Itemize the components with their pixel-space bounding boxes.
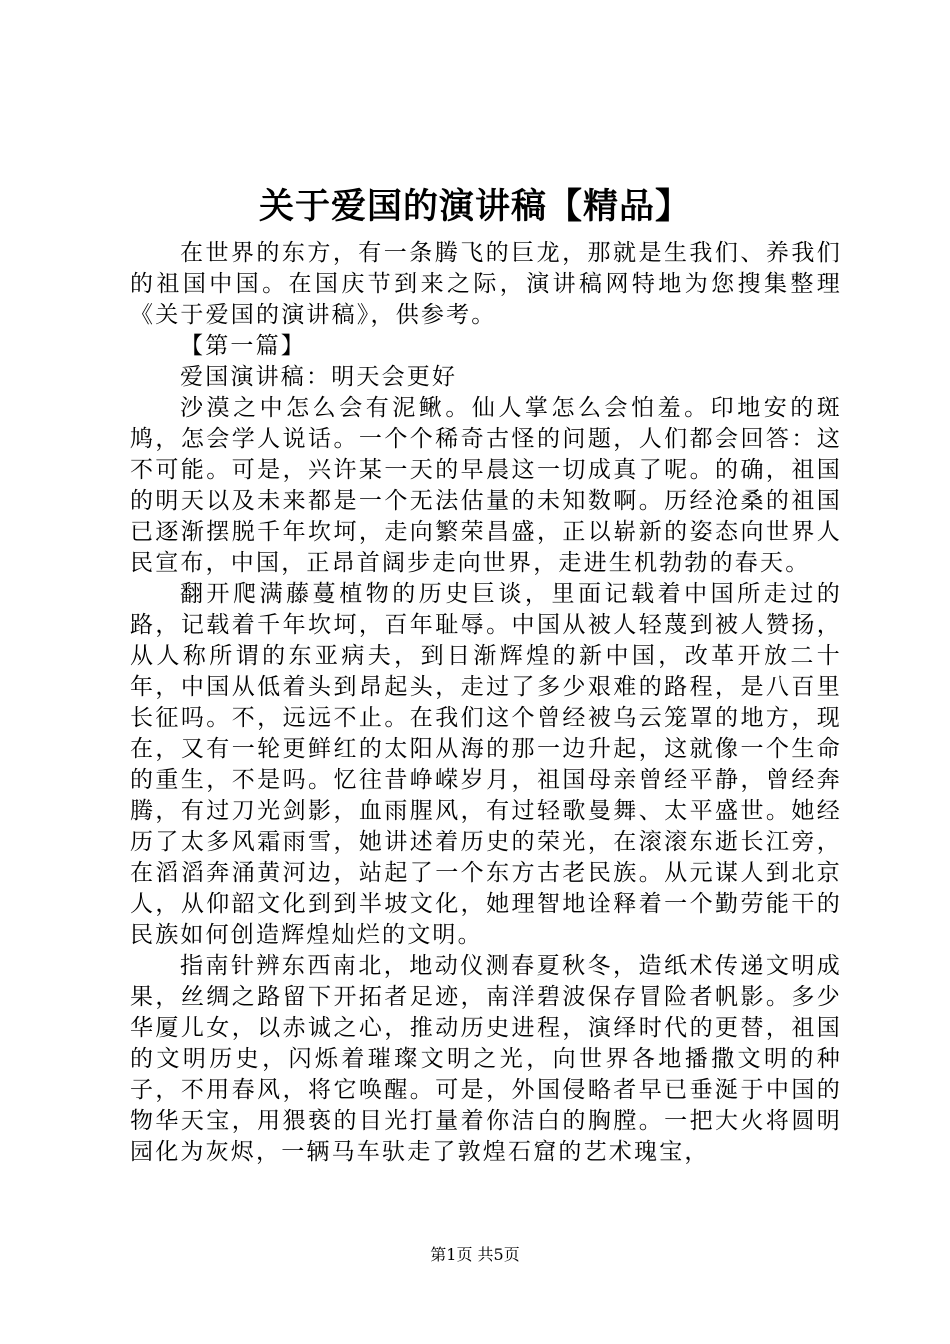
- page-number: 第1页 共5页: [430, 1245, 520, 1264]
- speech-subtitle: 爱国演讲稿：明天会更好: [180, 364, 458, 390]
- page-footer: [0, 1244, 950, 1266]
- document-body: [130, 238, 842, 1168]
- body-paragraph: 指南针辨东西南北，地动仪测春夏秋冬，造纸术传递文明成果，丝绸之路留下开拓者足迹，南洋碧波保存冒险者帆影。多少华厦儿女，以赤诚之心，推动历史进程，演绎时代的更替，祖国的文明历史，闪烁着璀璨文明之光，向世界各地播撒文明的种子，不用春风，将它唤醒。可是，外国侵略者早已垂涎于中国的物华天宝，用猥亵的目光打量着你洁白的胸膛。一把大火将圆明园化为灰烬，一辆马车驮走了敦煌石窟的艺术瑰宝，: [130, 953, 842, 1165]
- body-paragraph: 翻开爬满藤蔓植物的历史巨谈，里面记载着中国所走过的路，记载着千年坎坷，百年耻辱。中国从被人轻蔑到被人赞扬，从人称所谓的东亚病夫，到日渐辉煌的新中国，改革开放二十年，中国从低着头到昂起头，走过了多少艰难的路程，是八百里长征吗。不，远远不止。在我们这个曾经被乌云笼罩的地方，现在，又有一轮更鲜红的太阳从海的那一边升起，这就像一个生命的重生，不是吗。忆往昔峥嵘岁月，祖国母亲曾经平静，曾经奔腾，有过刀光剑影，血雨腥风，有过轻歌曼舞、太平盛世。她经历了太多风霜雨雪，她讲述着历史的荣光，在滚滚东逝长江旁，在滔滔奔涌黄河边，站起了一个东方古老民族。从元谋人到北京人，从仰韶文化到到半坡文化，她理智地诠释着一个勤劳能干的民族如何创造辉煌灿烂的文明。: [130, 581, 842, 948]
- section-heading: 【第一篇】: [180, 333, 306, 359]
- body-paragraph: 沙漠之中怎么会有泥鳅。仙人掌怎么会怕羞。印地安的斑鸠，怎会学人说话。一个个稀奇古怪的问题，人们都会回答：这不可能。可是，兴许某一天的早晨这一切成真了呢。的确，祖国的明天以及未来都是一个无法估量的未知数啊。历经沧桑的祖国已逐渐摆脱千年坎坷，走向繁荣昌盛，正以崭新的姿态向世界人民宣布，中国，正昂首阔步走向世界，走进生机勃勃的春天。: [130, 395, 842, 576]
- intro-paragraph: 在世界的东方，有一条腾飞的巨龙，那就是生我们、养我们的祖国中国。在国庆节到来之际，演讲稿网特地为您搜集整理《关于爱国的演讲稿》，供参考。: [130, 240, 842, 328]
- document-title: 关于爱国的演讲稿【精品】: [258, 186, 691, 227]
